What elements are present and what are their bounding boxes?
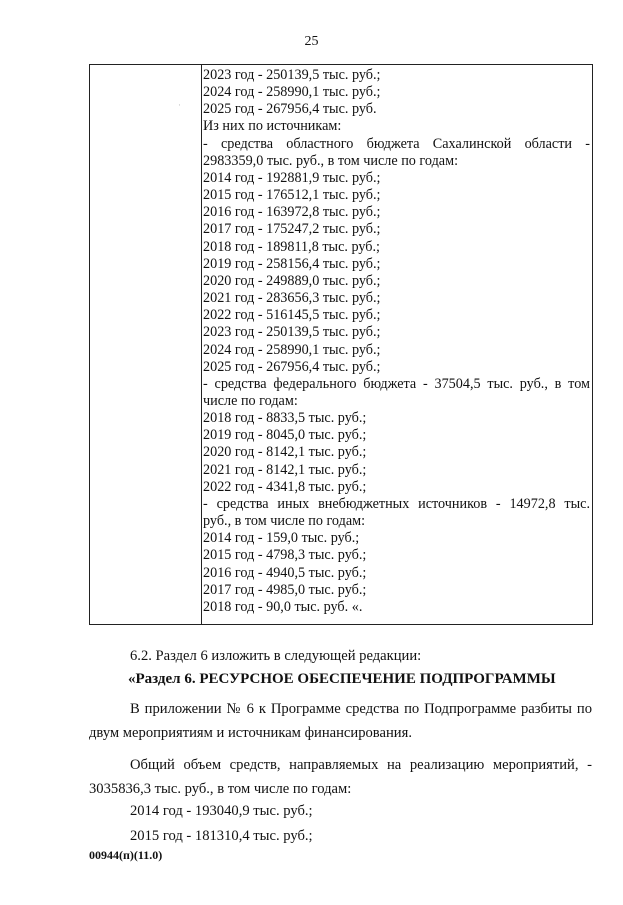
table-line: 2023 год - 250139,5 тыс. руб.;	[203, 324, 381, 341]
table-line: 2018 год - 189811,8 тыс. руб.;	[203, 238, 380, 255]
table-line: - средства областного бюджета Сахалинской области -	[203, 135, 590, 152]
table-line: 2018 год - 90,0 тыс. руб. «.	[203, 598, 363, 615]
table-line: 2024 год - 258990,1 тыс. руб.;	[203, 341, 381, 358]
table-line: 2016 год - 4940,5 тыс. руб.;	[203, 564, 367, 581]
table-line: - средства федерального бюджета - 37504,5 тыс. руб., в том	[203, 375, 590, 392]
table-line: 2020 год - 8142,1 тыс. руб.;	[203, 444, 367, 461]
table-line: 2019 год - 8045,0 тыс. руб.;	[203, 427, 367, 444]
table-line: 2015 год - 176512,1 тыс. руб.;	[203, 187, 381, 204]
table-line: 2020 год - 249889,0 тыс. руб.;	[203, 272, 381, 289]
table-line: 2014 год - 192881,9 тыс. руб.;	[203, 169, 381, 186]
table-line: 2016 год - 163972,8 тыс. руб.;	[203, 204, 381, 221]
table-line: 2023 год - 250139,5 тыс. руб.;	[203, 67, 381, 83]
table-line: 2017 год - 175247,2 тыс. руб.;	[203, 221, 381, 238]
section-heading: «Раздел 6. РЕСУРСНОЕ ОБЕСПЕЧЕНИЕ ПОДПРОГРАММЫ	[128, 671, 556, 687]
table-line: 2025 год - 267956,4 тыс. руб.;	[203, 358, 381, 375]
table-line: руб., в том числе по годам:	[203, 513, 366, 530]
table-line: 2022 год - 516145,5 тыс. руб.;	[203, 307, 381, 324]
scan-speck: ·	[178, 100, 181, 110]
table-line: Из них по источникам:	[203, 118, 342, 135]
table-line: 2021 год - 283656,3 тыс. руб.;	[203, 290, 381, 307]
document-code: 00944(п)(11.0)	[89, 848, 163, 862]
table-line: 2024 год - 258990,1 тыс. руб.;	[203, 84, 381, 101]
paragraph-6-2: 6.2. Раздел 6 изложить в следующей редакции:	[130, 648, 422, 664]
year-line: 2015 год - 181310,4 тыс. руб.;	[130, 828, 313, 844]
page-number: 25	[304, 34, 319, 49]
table-line: 2018 год - 8833,5 тыс. руб.;	[203, 410, 367, 427]
table-line: 2017 год - 4985,0 тыс. руб.;	[203, 581, 367, 598]
table-line: 2022 год - 4341,8 тыс. руб.;	[203, 478, 367, 495]
table-line: 2015 год - 4798,3 тыс. руб.;	[203, 547, 367, 564]
table-right-column	[203, 67, 590, 616]
table-line: 2021 год - 8142,1 тыс. руб.;	[203, 461, 367, 478]
table-line: 2025 год - 267956,4 тыс. руб.	[203, 101, 377, 118]
table-line: 2983359,0 тыс. руб., в том числе по годам:	[203, 152, 459, 169]
table-line: - средства иных внебюджетных источников - 14972,8 тыс.	[203, 495, 590, 512]
table-line: числе по годам:	[203, 392, 298, 409]
table-left-column	[90, 65, 202, 624]
funding-table	[89, 64, 593, 625]
paragraph-total: Общий объем средств, направляемых на реализацию мероприятий, - 3035836,3 тыс. руб., в том числе по годам:	[89, 757, 592, 797]
table-line: 2014 год - 159,0 тыс. руб.;	[203, 530, 360, 547]
year-line: 2014 год - 193040,9 тыс. руб.;	[130, 803, 313, 819]
table-line: 2019 год - 258156,4 тыс. руб.;	[203, 255, 381, 272]
paragraph-appendix: В приложении № 6 к Программе средства по Подпрограмме разбиты по двум мероприятиям и источникам финансирования.	[89, 701, 592, 741]
